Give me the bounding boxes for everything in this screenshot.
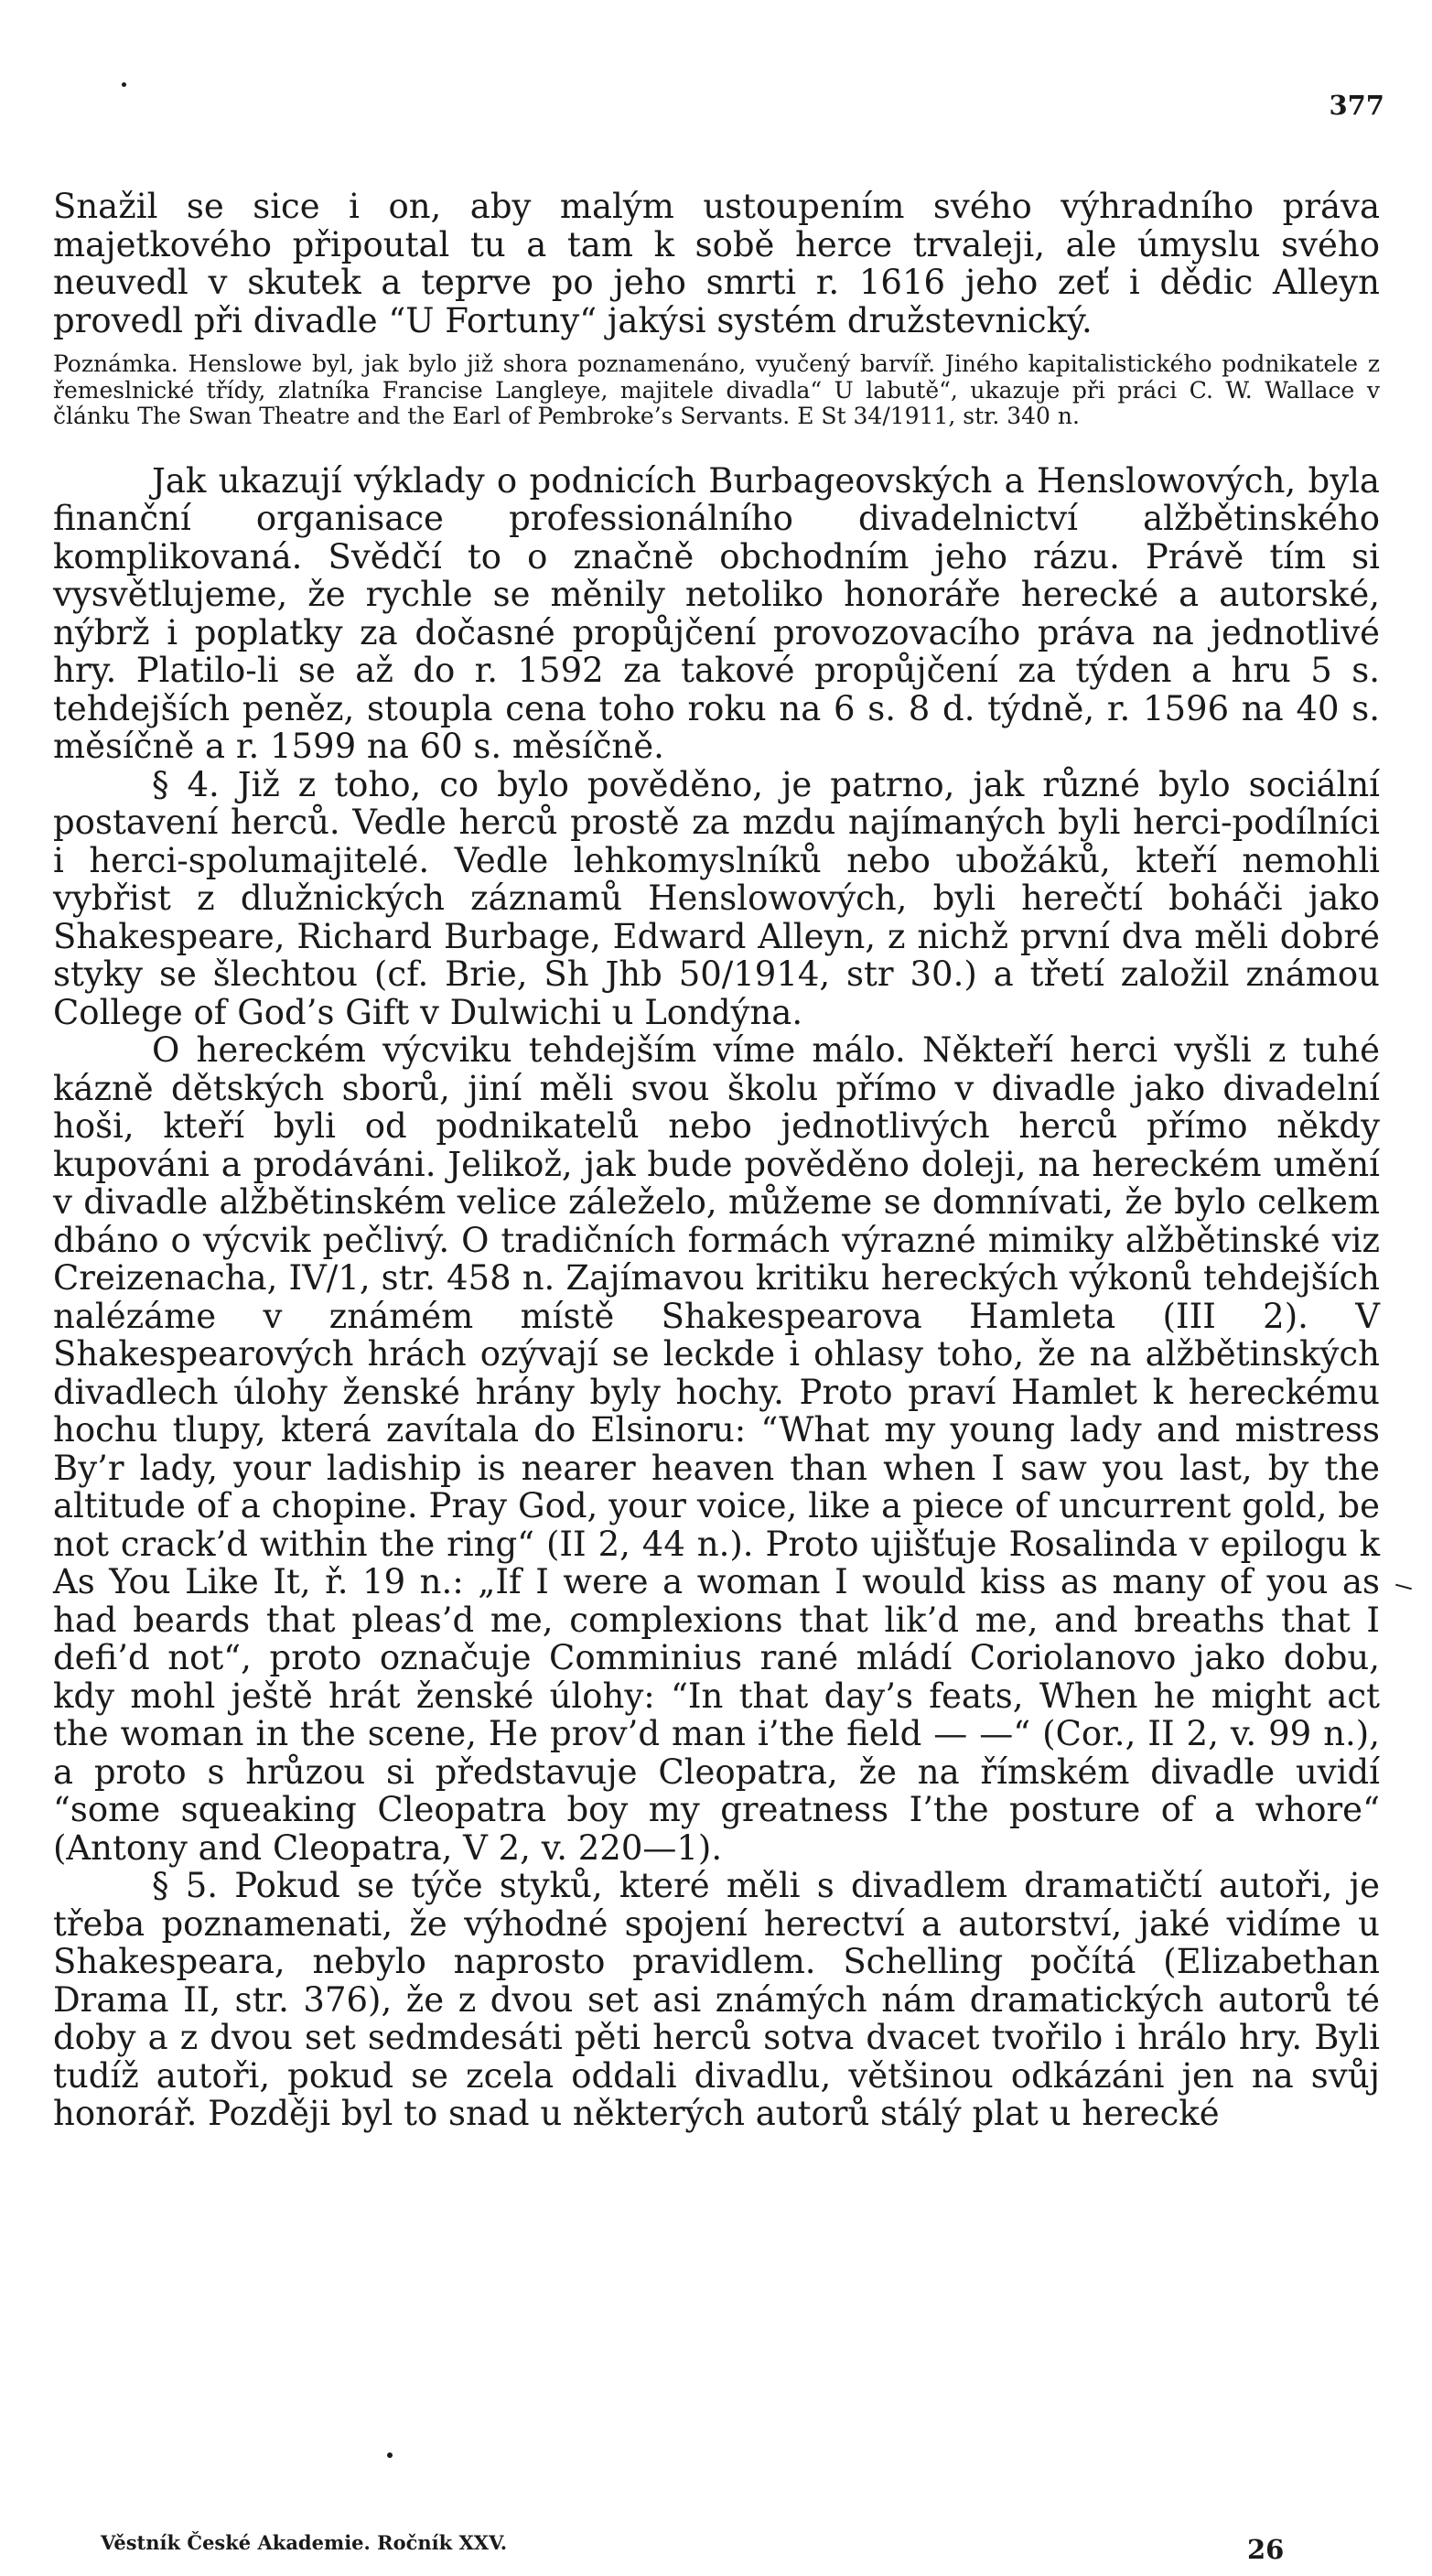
body-text bbox=[53, 188, 1380, 2133]
margin-dash bbox=[1395, 1584, 1412, 1590]
paragraph-section-5: § 5. Pokud se týče styků, které měli s divadlem dramatičtí autoři, je třeba poznamenati, že výhodné spojení herectví a autorství, jaké vidíme u Shakespeara, nebylo naprosto pravidlem. Schelling počítá (Elizabethan Drama II, str. 376), že z dvou set asi známých nám dramatických autorů té doby a z dvou set sedmdesáti pěti herců sotva dvacet tvořilo i hrálo hry. Byli tudíž autoři, pokud se zcela oddali divadlu, většinou odkázáni jen na svůj honorář. Později byl to snad u některých autorů stálý plat u herecké bbox=[53, 1866, 1380, 2133]
signature-number: 26 bbox=[1247, 2534, 1285, 2565]
paragraph-3: O hereckém výcviku tehdejším víme málo. Někteří herci vyšli z tuhé kázně dětských sborů, jiní měli svou školu přímo v divadle jako divadelní hoši, kteří byli od podnikatelů nebo jednotlivých herců přímo někdy kupováni a prodáváni. Jelikož, jak bude pověděno doleji, na hereckém umění v divadle alžbětinském velice záleželo, můžeme se domnívati, že bylo celkem dbáno o výcvik pečlivý. O tradičních formách výrazné mimiky alžbětinské viz Creizenacha, IV/1, str. 458 n. Zajímavou kritiku hereckých výkonů tehdejších nalézáme v známém místě Shakespearova Hamleta (III 2). V Shakespearových hrách ozývají se leckde i ohlasy toho, že na alžbětinských divadlech úlohy ženské hrány byly hochy. Proto praví Hamlet k hereckému hochu tlupy, která zavítala do Elsinoru: “What my young lady and mistress By’r lady, your ladiship is nearer heaven than when I saw you last, by the altitude of a chopine. Pray God, your voice, like a piece of uncurrent gold, be not crack’d within the ring“ (II 2, 44 n.). Proto ujišťuje Rosalinda v epilogu k As You Like It, ř. 19 n.: „If I were a woman I would kiss as many of you as had beards that pleas’d me, complexions that lik’d me, and breaths that I defi’d not“, proto označuje Comminius rané mládí Coriolanovo jako dobu, kdy mohl ještě hrát ženské úlohy: “In that day’s feats, When he might act the woman in the scene, He prov’d man i’the field — —“ (Cor., II 2, v. 99 n.), a proto s hrůzou si představuje Cleopatra, že na římském divadle uvidí “some squeaking Cleopatra boy my greatness I’the posture of a whore“ (Antony and Cleopatra, V 2, v. 220—1). bbox=[53, 1030, 1380, 1868]
page-speck bbox=[122, 82, 126, 87]
journal-footer: Věstník České Akademie. Ročník XXV. bbox=[101, 2531, 508, 2554]
page-speck-bottom bbox=[387, 2452, 393, 2458]
paragraph-1: Snažil se sice i on, aby malým ustoupením svého výhradního práva majetkového připoutal tu a tam k sobě herce trvaleji, ale úmyslu svého neuvedl v skutek a teprve po jeho smrti r. 1616 jeho zeť i dědic Alleyn provedl při divadle “U Fortuny“ jakýsi systém družstevnický. bbox=[53, 187, 1380, 340]
page-number: 377 bbox=[1329, 90, 1384, 121]
paragraph-2: Jak ukazují výklady o podnicích Burbageovských a Henslowových, byla finanční organisace professionálního divadelnictví alžbětinského komplikovaná. Svědčí to o značně obchodním jeho rázu. Právě tím si vysvětlujeme, že rychle se měnily netoliko honoráře herecké a autorské, nýbrž i poplatky za dočasné propůjčení provozovacího práva na jednotlivé hry. Platilo-li se až do r. 1592 za takové propůjčení za týden a hru 5 s. tehdejších peněz, stoupla cena toho roku na 6 s. 8 d. týdně, r. 1596 na 40 s. měsíčně a r. 1599 na 60 s. měsíčně. bbox=[53, 460, 1380, 766]
paragraph-section-4: § 4. Již z toho, co bylo pověděno, je patrno, jak různé bylo sociální postavení herců. Vedle herců prostě za mzdu najímaných byli herci-podílníci i herci-spolumajitelé. Vedle lehkomyslníků nebo ubožáků, kteří nemohli vybřist z dlužnických záznamů Henslowových, byli herečtí boháči jako Shakespeare, Richard Burbage, Edward Alleyn, z nichž první dva měli dobré styky se šlechtou (cf. Brie, Sh Jhb 50/1914, str 30.) a třetí založil známou College of God’s Gift v Dulwichi u Londýna. bbox=[53, 764, 1380, 1032]
footnote-poznamka: Poznámka. Henslowe byl, jak bylo již shora poznamenáno, vyučený barvíř. Jiného kapitalistického podnikatele z řemeslnické třídy, zlatníka Francise Langleye, majitele divadla“ U labutě“, ukazuje při práci C. W. Wallace v článku The Swan Theatre and the Earl of Pembroke’s Servants. E St 34/1911, str. 340 n. bbox=[53, 350, 1380, 429]
